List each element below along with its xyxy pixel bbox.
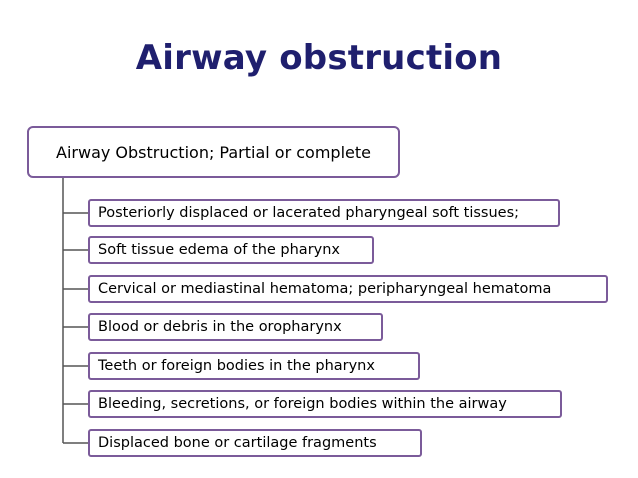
child-node-6 bbox=[88, 390, 562, 418]
child-node-label: Displaced bone or cartilage fragments bbox=[98, 435, 377, 451]
slide-title: Airway obstruction bbox=[135, 38, 503, 78]
child-node-5 bbox=[88, 352, 420, 380]
child-node-label: Soft tissue edema of the pharynx bbox=[98, 242, 341, 258]
child-node-7 bbox=[88, 429, 422, 457]
child-node-label: Bleeding, secretions, or foreign bodies within the airway bbox=[98, 396, 507, 412]
child-node-label: Cervical or mediastinal hematoma; peripharyngeal hematoma bbox=[98, 281, 552, 297]
root-node-label: Airway Obstruction; Partial or complete bbox=[56, 142, 371, 162]
child-node-4 bbox=[88, 313, 383, 341]
child-node-3 bbox=[88, 275, 608, 303]
child-node-2 bbox=[88, 236, 374, 264]
child-node-1 bbox=[88, 199, 560, 227]
child-node-label: Blood or debris in the oropharynx bbox=[98, 319, 342, 335]
child-node-label: Posteriorly displaced or lacerated pharyngeal soft tissues; bbox=[98, 205, 520, 221]
root-node bbox=[27, 126, 400, 178]
child-node-label: Teeth or foreign bodies in the pharynx bbox=[98, 358, 375, 374]
